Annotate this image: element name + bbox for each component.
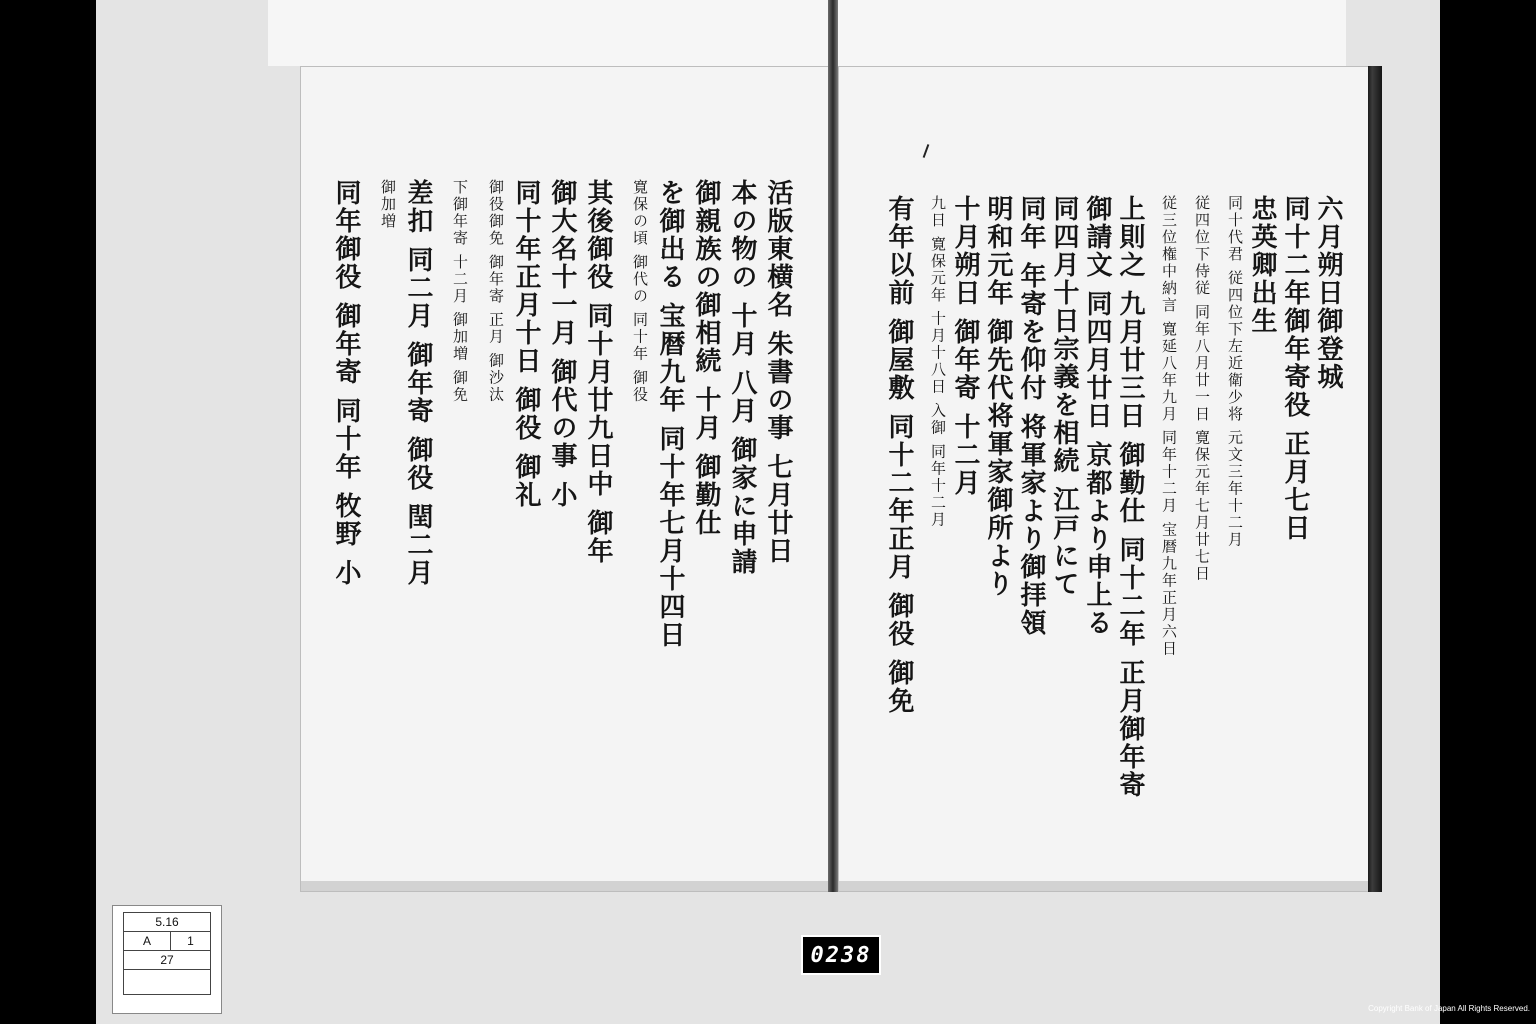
manuscript-column: 同年御役 御年寄 同十年 牧野 小	[331, 179, 361, 588]
manuscript-column: 御大名十一月 御代の事 小	[547, 179, 577, 510]
manuscript-column: 十月朔日 御年寄 十二月	[950, 195, 980, 498]
manuscript-column: 同十代君 従四位下左近衛少将 元文三年十二月	[1226, 195, 1244, 549]
catalog-series: A	[124, 932, 171, 951]
catalog-number: 27	[124, 951, 211, 970]
manuscript-column: 忠英卿出生	[1247, 195, 1277, 335]
page-edge	[1368, 66, 1382, 892]
catalog-blank-row	[124, 970, 211, 995]
catalog-card	[112, 905, 222, 1014]
manuscript-column: 差扣 同二月 御年寄 御役 閏二月	[403, 179, 433, 588]
manuscript-column: 同十年正月十日 御役 御礼	[511, 179, 541, 510]
left-page	[300, 66, 830, 892]
manuscript-column: 同年 年寄を仰付 将軍家より御拝領	[1016, 195, 1046, 638]
upper-sheet-left	[268, 0, 828, 66]
manuscript-column: を御出る 宝暦九年 同十年七月十四日	[655, 179, 685, 650]
manuscript-column: 明和元年 御先代将軍家御所より	[983, 195, 1013, 599]
manuscript-column: 同四月十日宗義を相続 江戸にて	[1049, 195, 1079, 599]
manuscript-column: 有年以前 御屋敷 同十二年正月 御役 御免	[884, 195, 914, 716]
manuscript-column: 御加増	[379, 179, 397, 230]
manuscript-column: 御請文 同四月廿日 京都より申上る	[1082, 195, 1112, 638]
book-spine	[828, 0, 838, 892]
manuscript-column: 従四位下侍従 同年八月廿一日 寛保元年七月廿七日	[1193, 195, 1211, 583]
catalog-code: 5.16	[124, 913, 211, 932]
manuscript-column: 本の物の 十月 八月 御家に申請	[727, 179, 757, 577]
frame-number: 0238	[801, 935, 881, 975]
manuscript-column: 其後御役 同十月廿九日中 御年	[583, 179, 613, 566]
right-page	[838, 66, 1370, 892]
manuscript-column: 下御年寄 十二月 御加増 御免	[451, 179, 469, 404]
manuscript-column: 寛保の頃 御代の 同十年 御役	[631, 179, 649, 404]
manuscript-column: 六月朔日御登城	[1313, 195, 1343, 391]
copyright-notice: Copyright Bank of Japan All Rights Reserved.	[1368, 1004, 1530, 1013]
manuscript-column: 上則之 九月廿三日 御勤仕 同十二年 正月御年寄	[1115, 195, 1145, 800]
manuscript-column: 活版東横名 朱書の事 七月廿日	[763, 179, 793, 566]
manuscript-column: 御親族の御相続 十月 御勤仕	[691, 179, 721, 538]
manuscript-column: 同十二年御年寄役 正月七日	[1280, 195, 1310, 543]
manuscript-column: 御役御免 御年寄 正月 御沙汰	[487, 179, 505, 404]
catalog-volume: 1	[170, 932, 210, 951]
manuscript-column: 従三位権中納言 寛延八年九月 同年十二月 宝暦九年正月六日	[1160, 195, 1178, 658]
manuscript-column: 九日 寛保元年 十月十八日 入御 同年十二月	[929, 195, 947, 529]
upper-sheet-right	[838, 0, 1346, 66]
